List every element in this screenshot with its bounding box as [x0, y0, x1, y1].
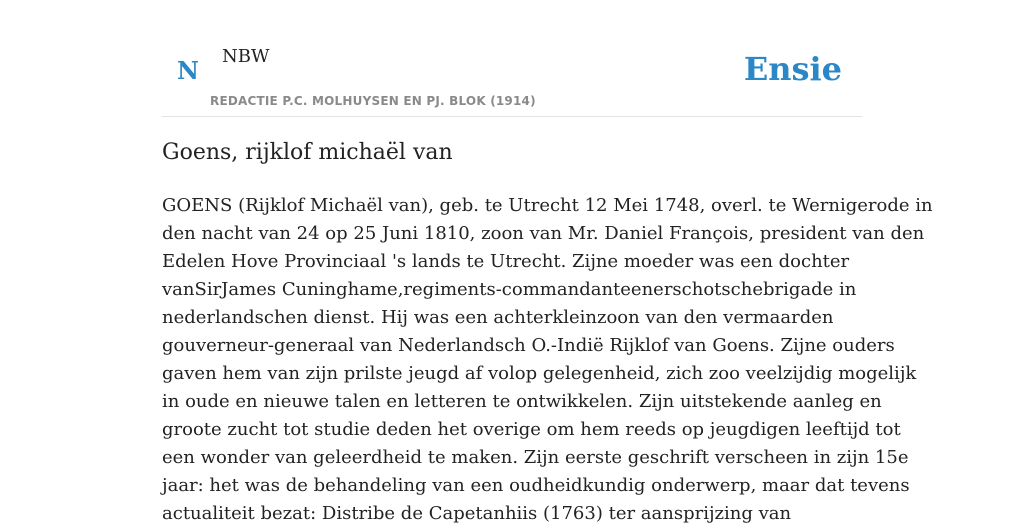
source-title: NBW — [222, 46, 270, 67]
entry-body-line: GOENS (Rijklof Michaël van), geb. te Utrecht 12 Mei 1748, overl. te Wernigerode in — [162, 195, 933, 216]
entry-body-line: den nacht van 24 op 25 Juni 1810, zoon van Mr. Daniel François, president van den — [162, 223, 925, 244]
entry-body-line: nederlandschen dienst. Hij was een achterkleinzoon van den vermaarden — [162, 307, 834, 328]
entry-body-line: een wonder van geleerdheid te maken. Zijn eerste geschrift verscheen in zijn 15e — [162, 447, 909, 468]
entry-body-line: Edelen Hove Provinciaal 's lands te Utrecht. Zijne moeder was een dochter — [162, 251, 850, 272]
entry-body-line: vanSirJames Cuninghame,regiments-commandanteenerschotschebrigade in — [162, 279, 857, 300]
entry-body-line: gouverneur-generaal van Nederlandsch O.-Indië Rijklof van Goens. Zijne ouders — [162, 335, 895, 356]
entry-body — [162, 192, 933, 528]
entry-body-line: gaven hem van zijn prilste jeugd af volop gelegenheid, zich zoo veelzijdig mogelijk — [162, 363, 917, 384]
entry-body-line: groote zucht tot studie deden het overige om hem reeds op jeugdigen leeftijd tot — [162, 419, 901, 440]
entry-body-line: in oude en nieuwe talen en letteren te ontwikkelen. Zijn uitstekende aanleg en — [162, 391, 882, 412]
source-header — [162, 0, 862, 117]
entry-title: Goens, rijklof michaël van — [162, 140, 453, 165]
entry-body-line: actualiteit bezat: Distribe de Capetanhiis (1763) ter aansprijzing van — [162, 503, 792, 524]
entry-body-line: jaar: het was de behandeling van een oudheidkundig onderwerp, maar dat tevens — [162, 475, 910, 496]
source-subtitle: REDACTIE P.C. MOLHUYSEN EN PJ. BLOK (1914) — [210, 94, 536, 108]
source-logo-link[interactable]: N — [177, 56, 199, 85]
ensie-brand-link[interactable]: Ensie — [743, 50, 842, 88]
